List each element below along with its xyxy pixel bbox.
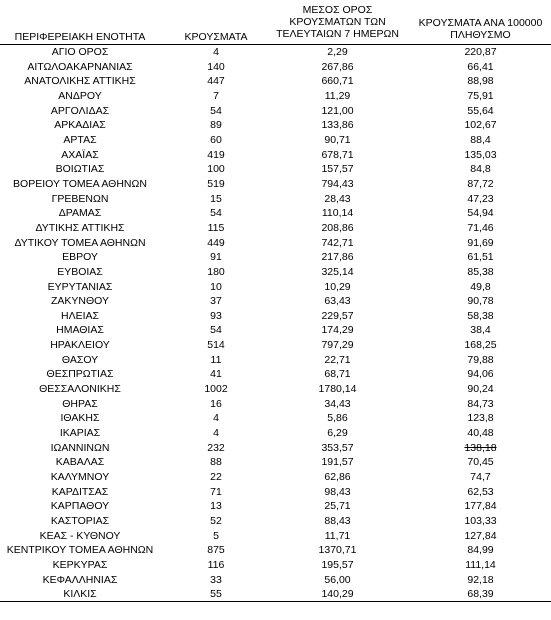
cell-avg7: 28,43 <box>324 192 351 205</box>
cell-per100k: 111,14 <box>465 558 496 571</box>
cell-avg7: 1370,71 <box>318 544 357 557</box>
cell-avg7: 88,43 <box>324 515 351 527</box>
header-per100k-line: ΚΡΟΥΣΜΑΤΑ ΑΝΑ 100000 <box>418 17 543 29</box>
cell-avg7: 2,29 <box>327 46 348 58</box>
cell-avg7: 660,71 <box>321 75 354 88</box>
cell-region: ΚΙΛΚΙΣ <box>63 588 97 601</box>
cell-region: ΖΑΚΥΝΘΟΥ <box>50 295 109 308</box>
cell-cases: 41 <box>210 368 222 381</box>
cell-per100k: 38,4 <box>470 324 491 337</box>
cell-cases: 116 <box>207 558 225 571</box>
table-row <box>0 162 551 177</box>
cell-cases: 449 <box>207 236 225 249</box>
cell-cases: 140 <box>207 60 225 73</box>
table-row <box>0 353 551 368</box>
cell-cases: 419 <box>207 148 225 161</box>
cell-per100k: 47,23 <box>467 192 494 205</box>
cell-per100k: 138,18 <box>464 441 497 454</box>
cell-per100k: 85,38 <box>467 265 494 278</box>
table-row <box>0 485 551 500</box>
cell-per100k: 40,48 <box>467 427 494 440</box>
cell-per100k: 135,03 <box>464 148 497 161</box>
header-per100k-line: ΠΛΗΘΥΣΜΟ <box>450 29 511 41</box>
cell-cases: 54 <box>210 207 222 220</box>
cell-cases: 54 <box>210 104 222 117</box>
cell-avg7: 34,43 <box>324 397 351 410</box>
cell-region: ΑΝΔΡΟΥ <box>58 89 102 102</box>
table-row <box>0 133 551 148</box>
table-row <box>0 587 551 602</box>
cell-region: ΗΜΑΘΙΑΣ <box>56 324 104 337</box>
table-row <box>0 397 551 412</box>
table-row <box>0 104 551 119</box>
cell-cases: 52 <box>210 515 222 527</box>
cell-region: ΗΡΑΚΛΕΙΟΥ <box>50 339 110 352</box>
cell-region: ΚΑΣΤΟΡΙΑΣ <box>50 515 110 527</box>
cell-region: ΚΕΑΣ - ΚΥΘΝΟΥ <box>39 529 121 542</box>
cell-cases: 13 <box>210 500 222 513</box>
cell-avg7: 157,57 <box>321 163 354 176</box>
cell-per100k: 58,38 <box>467 309 494 322</box>
cell-cases: 514 <box>207 339 225 352</box>
cell-cases: 5 <box>213 529 219 542</box>
cell-cases: 88 <box>210 456 222 469</box>
cell-avg7: 191,57 <box>321 456 354 469</box>
cell-region: ΘΑΣΟΥ <box>61 353 99 366</box>
table-row <box>0 543 551 558</box>
header-avg7-line: ΜΕΣΟΣ ΟΡΟΣ <box>302 4 373 16</box>
table-row <box>0 74 551 89</box>
table-row <box>0 323 551 338</box>
cell-per100k: 220,87 <box>464 46 497 58</box>
table-row <box>0 382 551 397</box>
cell-avg7: 22,71 <box>324 353 351 366</box>
table-row <box>0 236 551 251</box>
cell-per100k: 49,8 <box>470 280 491 293</box>
cell-cases: 60 <box>210 133 222 146</box>
cell-cases: 71 <box>210 485 222 498</box>
cell-per100k: 84,99 <box>467 544 494 557</box>
cell-per100k: 123,8 <box>467 412 494 425</box>
table-row <box>0 558 551 573</box>
table-row <box>0 514 551 529</box>
cell-cases: 54 <box>210 324 222 337</box>
cell-region: ΔΥΤΙΚΗΣ ΑΤΤΙΚΗΣ <box>35 221 125 234</box>
cell-region: ΔΡΑΜΑΣ <box>58 207 102 220</box>
table-row <box>0 250 551 265</box>
header-avg7-line: ΚΡΟΥΣΜΑΤΩΝ ΤΩΝ <box>289 16 386 28</box>
cell-cases: 447 <box>207 75 225 88</box>
table-row <box>0 118 551 133</box>
table-row <box>0 338 551 353</box>
header-avg7 <box>270 4 405 40</box>
table-row <box>0 499 551 514</box>
cell-cases: 180 <box>207 265 225 278</box>
cell-per100k: 54,94 <box>467 207 494 220</box>
cell-avg7: 10,29 <box>324 280 351 293</box>
cell-avg7: 6,29 <box>327 427 348 440</box>
cell-region: ΘΗΡΑΣ <box>62 397 98 410</box>
cell-cases: 7 <box>213 89 219 102</box>
cell-per100k: 88,4 <box>470 133 491 146</box>
cell-region: ΑΝΑΤΟΛΙΚΗΣ ΑΤΤΙΚΗΣ <box>24 75 136 88</box>
cell-region: ΚΕΦΑΛΛΗΝΙΑΣ <box>42 573 118 586</box>
table-row <box>0 221 551 236</box>
cell-per100k: 79,88 <box>467 353 494 366</box>
table-row <box>0 426 551 441</box>
cell-region: ΙΘΑΚΗΣ <box>60 412 100 425</box>
cell-region: ΕΥΒΟΙΑΣ <box>57 265 103 278</box>
cell-cases: 89 <box>210 119 222 132</box>
cell-avg7: 353,57 <box>321 441 354 454</box>
cell-per100k: 88,98 <box>467 75 494 88</box>
cell-cases: 115 <box>207 221 225 234</box>
cell-cases: 15 <box>210 192 222 205</box>
cell-avg7: 90,71 <box>324 133 351 146</box>
table-row <box>0 573 551 588</box>
table-row <box>0 280 551 295</box>
cell-avg7: 195,57 <box>321 558 354 571</box>
table-row <box>0 148 551 163</box>
table-row <box>0 192 551 207</box>
cell-region: ΚΑΡΠΑΘΟΥ <box>50 500 110 513</box>
cell-per100k: 94,06 <box>467 368 494 381</box>
cell-per100k: 61,51 <box>467 251 494 264</box>
cell-avg7: 11,71 <box>324 529 351 542</box>
header-cases-line: ΚΡΟΥΣΜΑΤΑ <box>184 31 248 43</box>
cell-per100k: 90,24 <box>467 383 494 396</box>
cell-region: ΙΩΑΝΝΙΝΩΝ <box>50 441 110 454</box>
cell-region: ΑΙΤΩΛΟΑΚΑΡΝΑΝΙΑΣ <box>27 60 133 73</box>
table-row <box>0 177 551 192</box>
table-row <box>0 455 551 470</box>
cell-avg7: 63,43 <box>324 295 351 308</box>
cell-avg7: 133,86 <box>321 119 354 132</box>
header-region <box>0 31 160 43</box>
cell-per100k: 168,25 <box>464 339 497 352</box>
cell-cases: 91 <box>210 251 222 264</box>
table-row <box>0 411 551 426</box>
table-row <box>0 45 551 60</box>
cell-cases: 4 <box>213 412 219 425</box>
cell-cases: 100 <box>207 163 225 176</box>
cell-avg7: 742,71 <box>321 236 354 249</box>
cell-avg7: 25,71 <box>324 500 351 513</box>
cell-region: ΚΑΡΔΙΤΣΑΣ <box>51 485 109 498</box>
header-cases <box>176 31 256 43</box>
cell-region: ΓΡΕΒΕΝΩΝ <box>51 192 109 205</box>
table-row <box>0 60 551 75</box>
cell-cases: 11 <box>210 353 222 366</box>
cell-avg7: 56,00 <box>324 573 351 586</box>
cell-cases: 55 <box>210 588 222 601</box>
cell-avg7: 98,43 <box>324 485 351 498</box>
table-row <box>0 529 551 544</box>
cell-per100k: 102,67 <box>464 119 497 132</box>
cell-cases: 93 <box>210 309 222 322</box>
cell-cases: 1002 <box>204 383 228 396</box>
cell-per100k: 68,39 <box>467 588 494 601</box>
table-row <box>0 309 551 324</box>
cell-region: ΑΡΚΑΔΙΑΣ <box>54 119 106 132</box>
cell-per100k: 127,84 <box>464 529 497 542</box>
cell-per100k: 55,64 <box>467 104 494 117</box>
cell-per100k: 87,72 <box>467 177 494 190</box>
table-row <box>0 294 551 309</box>
table-row <box>0 265 551 280</box>
table-row <box>0 470 551 485</box>
cell-avg7: 5,86 <box>327 412 348 425</box>
cell-cases: 16 <box>210 397 222 410</box>
table-row <box>0 441 551 456</box>
cell-region: ΗΛΕΙΑΣ <box>60 309 99 322</box>
cell-region: ΕΥΡΥΤΑΝΙΑΣ <box>47 280 113 293</box>
cell-region: ΚΕΡΚΥΡΑΣ <box>52 558 108 571</box>
cell-avg7: 62,86 <box>324 471 351 484</box>
cell-region: ΑΡΓΟΛΙΔΑΣ <box>50 104 110 117</box>
cell-region: ΑΓΙΟ ΟΡΟΣ <box>51 46 109 58</box>
table-row <box>0 367 551 382</box>
cell-cases: 22 <box>210 471 222 484</box>
cell-region: ΒΟΡΕΙΟΥ ΤΟΜΕΑ ΑΘΗΝΩΝ <box>13 177 147 190</box>
cell-cases: 4 <box>213 46 219 58</box>
cell-per100k: 91,69 <box>467 236 494 249</box>
cell-avg7: 110,14 <box>321 207 354 220</box>
cell-cases: 519 <box>207 177 225 190</box>
cell-avg7: 208,86 <box>321 221 354 234</box>
cell-region: ΔΥΤΙΚΟΥ ΤΟΜΕΑ ΑΘΗΝΩΝ <box>14 236 146 249</box>
cell-region: ΒΟΙΩΤΙΑΣ <box>55 163 105 176</box>
cell-region: ΚΑΛΥΜΝΟΥ <box>50 471 110 484</box>
table-body <box>0 45 551 602</box>
cell-region: ΚΕΝΤΡΙΚΟΥ ΤΟΜΕΑ ΑΘΗΝΩΝ <box>6 544 154 557</box>
cell-cases: 232 <box>207 441 225 454</box>
cell-per100k: 84,73 <box>467 397 494 410</box>
cell-avg7: 140,29 <box>321 588 354 601</box>
cell-avg7: 229,57 <box>321 309 354 322</box>
cell-cases: 33 <box>210 573 222 586</box>
cell-avg7: 267,86 <box>321 60 354 73</box>
cell-avg7: 797,29 <box>321 339 354 352</box>
header-region-line: ΠΕΡΙΦΕΡΕΙΑΚΗ ΕΝΟΤΗΤΑ <box>14 31 146 43</box>
cell-per100k: 66,41 <box>467 60 494 73</box>
cell-cases: 37 <box>210 295 222 308</box>
cell-cases: 875 <box>207 544 225 557</box>
cell-region: ΑΡΤΑΣ <box>63 133 97 146</box>
cell-per100k: 75,91 <box>467 89 494 102</box>
cell-region: ΕΒΡΟΥ <box>62 251 98 264</box>
cell-avg7: 217,86 <box>321 251 354 264</box>
cell-region: ΘΕΣΠΡΩΤΙΑΣ <box>46 368 114 381</box>
cell-per100k: 71,46 <box>467 221 494 234</box>
cell-per100k: 90,78 <box>467 295 494 308</box>
cell-avg7: 68,71 <box>324 368 351 381</box>
cell-per100k: 62,53 <box>467 485 494 498</box>
table-bottom-border <box>0 601 551 602</box>
cell-cases: 4 <box>213 427 219 440</box>
cell-avg7: 174,29 <box>321 324 354 337</box>
table-row <box>0 89 551 104</box>
cell-avg7: 121,00 <box>321 104 354 117</box>
cell-avg7: 1780,14 <box>318 383 357 396</box>
cell-avg7: 11,29 <box>324 89 351 102</box>
header-per100k <box>410 17 551 41</box>
cell-per100k: 84,8 <box>470 163 491 176</box>
table-row <box>0 206 551 221</box>
cell-cases: 10 <box>210 280 222 293</box>
cell-avg7: 678,71 <box>321 148 354 161</box>
cell-region: ΑΧΑΪΑΣ <box>61 148 99 161</box>
cell-region: ΘΕΣΣΑΛΟΝΙΚΗΣ <box>39 383 121 396</box>
cell-avg7: 794,43 <box>321 177 354 190</box>
cell-per100k: 74,7 <box>470 471 491 484</box>
cell-region: ΙΚΑΡΙΑΣ <box>59 427 101 440</box>
cell-per100k: 177,84 <box>464 500 497 513</box>
cell-per100k: 70,45 <box>467 456 494 469</box>
header-avg7-line: ΤΕΛΕΥΤΑΙΩΝ 7 ΗΜΕΡΩΝ <box>276 28 399 40</box>
cell-avg7: 325,14 <box>321 265 354 278</box>
cell-per100k: 92,18 <box>467 573 494 586</box>
cell-region: ΚΑΒΑΛΑΣ <box>55 456 105 469</box>
cell-per100k: 103,33 <box>464 515 497 527</box>
